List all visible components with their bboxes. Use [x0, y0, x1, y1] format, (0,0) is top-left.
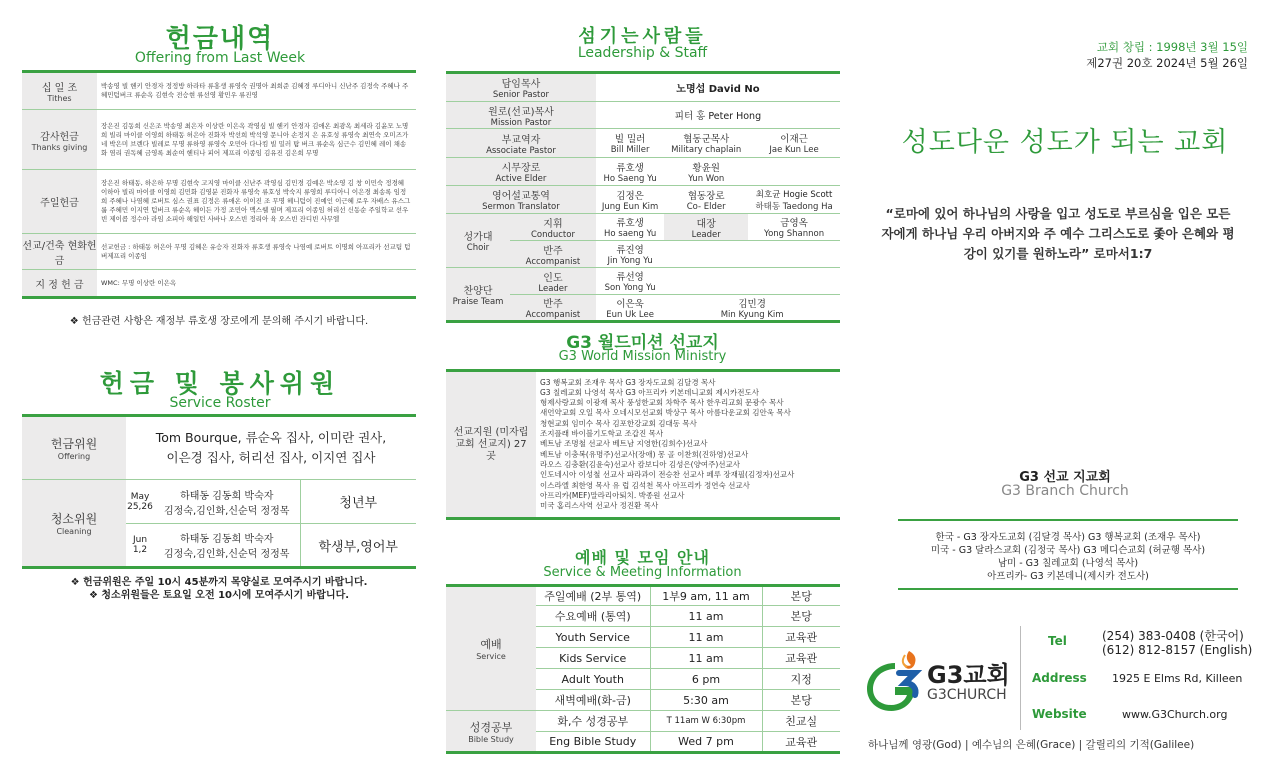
- offering-subtitle: Offering from Last Week: [134, 50, 306, 66]
- staff-name-en: 하태동 Taedong Ha: [755, 201, 833, 212]
- staff-name-en: Yong Shannon: [764, 229, 825, 239]
- staff-name-en: Eun Uk Lee: [606, 309, 654, 320]
- staff-label-en: Mission Pastor: [490, 117, 552, 128]
- staff-label: 반주: [543, 299, 563, 310]
- mission-item: 베트남 조명철 선교사 베트남 지영한(김희수)선교사: [540, 439, 708, 449]
- service-name: 주일예배 (2부 통역): [536, 586, 650, 606]
- church-logo: [865, 647, 1025, 711]
- staff-name-en: Yun Won: [688, 173, 725, 184]
- staff-name: 황윤원: [692, 162, 720, 174]
- staff-name-en: Ho Saeng Yu: [603, 173, 657, 184]
- founded-date: 교회 창립 : 1998년 3월 15일: [1096, 40, 1248, 54]
- service-name: 수요예배 (통역): [536, 606, 650, 627]
- services-table: [446, 584, 840, 754]
- offering-table: [22, 70, 416, 299]
- cleaning-date: May 25,26: [126, 480, 154, 524]
- offering-label-en: Thanks giving: [31, 142, 88, 152]
- roster-offering-label-en: Offering: [57, 452, 91, 461]
- roster-cleaning-label: 청소위원: [50, 512, 98, 526]
- service-name: Eng Bible Study: [536, 732, 650, 753]
- staff-name-en: Jae Kun Lee: [769, 145, 819, 155]
- staff-label-en: Sermon Translator: [482, 202, 560, 212]
- service-time: 11 am: [650, 606, 762, 627]
- staff-label-en: Active Elder: [495, 174, 547, 184]
- offering-title: 헌금내역: [165, 24, 275, 54]
- mission-item: 아프리카(MEF)말라리아퇴치. 박종원 선교사: [540, 490, 685, 500]
- service-place: 교육관: [762, 732, 840, 753]
- roster-offering-names: 이은경 집사, 허리선 집사, 이지연 집사: [166, 450, 376, 465]
- roster-title: 헌금 및 봉사위원: [99, 369, 341, 398]
- mission-subtitle: G3 World Mission Ministry: [558, 349, 727, 364]
- service-name: 화,수 성경공부: [536, 711, 650, 732]
- service-name: Kids Service: [536, 648, 650, 669]
- offering-label-en: Tithes: [47, 94, 72, 103]
- service-place: 친교실: [762, 711, 840, 732]
- services-title: 예배 및 모임 안내: [575, 548, 710, 567]
- service-time: 11 am: [650, 627, 762, 648]
- service-time: Wed 7 pm: [650, 732, 762, 753]
- staff-name: 류진영: [616, 245, 644, 256]
- staff-name: 이재근: [780, 134, 808, 145]
- service-time: 5:30 am: [650, 690, 762, 711]
- mission-item: 미국 홈리스사역 선교사 정진환 목사: [540, 501, 659, 511]
- service-time: 1부9 am, 11 am: [650, 586, 762, 606]
- staff-label: 대장: [696, 218, 716, 230]
- mission-table: [446, 369, 840, 520]
- staff-name-en: Min Kyung Kim: [720, 309, 784, 320]
- service-place: 교육관: [762, 627, 840, 648]
- staff-name-en: Jung Eun Kim: [601, 201, 659, 212]
- roster-offering-names: Tom Bourque, 류순옥 집사, 이미란 권사,: [155, 430, 387, 445]
- contact-divider: [1020, 626, 1021, 730]
- branch-list: [898, 519, 1238, 590]
- staff-name-en: Ho saeng Yu: [603, 229, 657, 239]
- staff-label-en: Praise Team: [452, 296, 504, 307]
- staff-name: 류호생: [616, 218, 644, 229]
- cleaning-names: 김정숙,김인화,신순덕 정정목: [164, 505, 290, 517]
- staff-label: 영어설교통역: [491, 191, 550, 202]
- branch-subtitle: G3 Branch Church: [1001, 483, 1129, 499]
- staff-name-en: Bill Miller: [610, 145, 650, 155]
- mission-item: 형제사랑교회 이광재 목사 풍성한교회 차학주 목사 한우리교회 문광수 목사: [540, 398, 784, 408]
- staff-label: 부교역자: [501, 134, 541, 146]
- service-label: 예배: [480, 638, 502, 651]
- staff-subtitle: Leadership & Staff: [577, 45, 708, 61]
- offering-names: 선교헌금 : 하태동 허은아 무명 김혜은 유승자 진화자 류호생 류영숙 나염예 로버트 이명희 아프리카 선교팀 텀버제프리 이종임: [97, 234, 416, 270]
- service-name: Adult Youth: [536, 669, 650, 690]
- mission-pastor-name: 피터 홍 Peter Hong: [596, 102, 840, 129]
- offering-label: 선교/건축 현화헌금: [22, 240, 97, 267]
- senior-pastor-name: 노명섭 David No: [596, 73, 840, 102]
- branch-title: G3 선교 지교회: [1019, 470, 1111, 485]
- mission-item: 라오스 김충환(김윤숙)선교사 캄보디아 김성은(양여주)선교사: [540, 459, 740, 469]
- bible-label: 성경공부: [469, 720, 513, 734]
- issue-info: 제27권 20호 2024년 5월 26일: [1086, 56, 1248, 70]
- staff-name: 금영옥: [780, 218, 808, 229]
- staff-name-en: Military chaplain: [671, 145, 742, 155]
- staff-name: 최호균 Hogie Scott: [755, 189, 833, 200]
- address-text: 1925 E Elms Rd, Killeen: [1112, 672, 1243, 685]
- cleaning-group: 학생부,영어부: [300, 524, 416, 568]
- services-subtitle: Service & Meeting Information: [543, 565, 742, 580]
- staff-name: 김민경: [738, 298, 766, 310]
- offering-names: 장은진 김동희 신은조 박송영 최은자 이상란 이은옥 곽영심 빌 헨키 안경자 김애온 최광옥 최세라 김윤모 노명희 빌리 마이클 이영희 하태동 허은아 진화자 박선희 박석영 문니아 손정지 은 유호성 류영숙 최연숙 오미즈가네 박은미 브렌다 빌레로 무명 류하영 류영숙 오민아 다나킴 빌 밀러 탐 버크 류순옥 심근수 김민혜 레이 채송화 염리 권독혜 금영록 최순여 헨티나 피어 제프리 이종임 김유진 김은희 무명: [97, 110, 416, 170]
- roster-note-2: ❖ 청소위원들은 토요일 오전 10시에 모여주시기 바랍니다.: [88, 590, 350, 601]
- staff-label-en: Choir: [466, 243, 490, 253]
- church-slogan: 하나님께 영광(God) | 예수님의 은혜(Grace) | 갈릴리의 기적(Galilee): [868, 739, 1195, 751]
- service-place: 교육관: [762, 648, 840, 669]
- mission-item: 청현교회 임미수 목사 김포한강교회 김대동 목사: [540, 418, 697, 428]
- service-name: Youth Service: [536, 627, 650, 648]
- offering-names: 박송영 빌 헨키 안경자 정정방 하라타 류홍생 류영숙 권명아 최희준 김혜경 루디아니 신난주 김정숙 주혜나 주혜민텀버크 류순옥 김현숙 전승현 류선영 황민우 류진영: [97, 72, 416, 110]
- address-label: Address: [1032, 671, 1087, 685]
- offering-note: ❖ 헌금관련 사항은 재정부 류호생 장로에게 문의해 주시기 바랍니다.: [69, 316, 369, 327]
- staff-label-en: Senior Pastor: [492, 90, 550, 100]
- church-motto: 성도다운 성도가 되는 교회: [901, 127, 1229, 158]
- staff-label: 담임목사: [501, 79, 541, 90]
- staff-name: 류호생: [616, 162, 644, 174]
- staff-label: 반주: [543, 245, 563, 257]
- offering-label: 십 일 조: [41, 83, 78, 94]
- offering-label: 감사헌금: [40, 131, 79, 143]
- roster-offering-label: 헌금위원: [50, 437, 98, 451]
- cleaning-names: 하태동 김동희 박숙자: [180, 490, 274, 502]
- staff-label-en: Accompanist: [525, 310, 581, 320]
- service-place: 본당: [762, 690, 840, 711]
- offering-names: WMC: 무명 이상란 이은옥: [97, 270, 416, 298]
- staff-label-en: Leader: [691, 229, 721, 240]
- staff-label: 찬양단: [463, 285, 493, 297]
- tel-korean[interactable]: (254) 383-0408 (한국어): [1102, 629, 1244, 643]
- mission-item: G3 칠레교회 나영석 목사 G3 아프리카 키본데니교회 제시카전도사: [540, 387, 759, 397]
- service-time: 6 pm: [650, 669, 762, 690]
- offering-label: 지 정 헌 금: [35, 279, 84, 291]
- logo-text-en: G3CHURCH: [927, 687, 1007, 703]
- staff-label: 성가대: [463, 232, 493, 243]
- service-time: T 11am W 6:30pm: [650, 711, 762, 732]
- mission-item: 새언약교회 오일 목사 오네시모선교회 박상구 목사 아름다운교회 김안욱 목사: [540, 408, 791, 418]
- staff-label: 시무장로: [501, 163, 541, 174]
- roster-note-1: ❖ 헌금위원은 주일 10시 45분까지 목양실로 모여주시기 바랍니다.: [70, 577, 368, 588]
- staff-name-en: Jin Yong Yu: [607, 256, 653, 266]
- bible-verse: “로마에 있어 하나님의 사랑을 입고 성도로 부르심을 입은 모든 자에게 하나님 우리 아버지와 주 예수 그리스도로 좇아 은혜와 평강이 있기를 원하노라” 로마서1:7: [881, 206, 1235, 261]
- staff-name: 김정은: [616, 190, 644, 202]
- website-link[interactable]: www.G3Church.org: [1122, 708, 1228, 721]
- roster-subtitle: Service Roster: [169, 395, 271, 411]
- mission-item: 이스라엘 최한영 목사 유 럽 김석천 목사 아프리카 정연숙 선교사: [540, 480, 750, 490]
- offering-label: 주일헌금: [40, 198, 79, 209]
- staff-title: 섬기는사람들: [578, 26, 707, 47]
- staff-name: 류선영: [616, 272, 644, 283]
- staff-name: 협동군목사: [683, 134, 730, 145]
- branch-item: 남미 - G3 칠레교회 (나영석 목사): [997, 558, 1139, 569]
- service-time: 11 am: [650, 648, 762, 669]
- branch-item: 한국 - G3 장자도교회 (김달경 목사) G3 행복교회 (조재우 목사): [935, 532, 1201, 543]
- tel-english[interactable]: (612) 812-8157 (English): [1102, 643, 1253, 657]
- mission-item: 베트남 이충복(유명주)선교사(장애) 몽 골 이찬희(진하영)선교사: [540, 449, 749, 459]
- roster-table: [22, 414, 416, 569]
- service-place: 본당: [762, 606, 840, 627]
- staff-table: [446, 71, 840, 323]
- service-place: 지정: [762, 669, 840, 690]
- mission-label: 선교지원 (미자립 교회 선교지) 27곳: [446, 371, 536, 519]
- staff-label-en: Accompanist: [525, 256, 581, 267]
- cleaning-names: 하태동 김동희 박숙자: [180, 534, 274, 545]
- service-name: 새벽예배(화-금): [536, 690, 650, 711]
- staff-label: 인도: [543, 272, 563, 284]
- staff-name: 빌 밀러: [614, 134, 646, 145]
- roster-cleaning-label-en: Cleaning: [56, 527, 92, 536]
- staff-label-en: Conductor: [530, 229, 575, 240]
- mission-title: G3 월드미션 선교지: [566, 333, 719, 353]
- branch-item: 아프리카- G3 키본데니(제시카 전도사): [987, 571, 1149, 582]
- logo-text-ko: G3교회: [927, 661, 1010, 689]
- tel-label: Tel: [1048, 634, 1067, 648]
- staff-name: 협동장로: [687, 190, 725, 202]
- service-label-en: Service: [476, 652, 506, 661]
- cleaning-group: 청년부: [300, 480, 416, 524]
- staff-name-en: Co- Elder: [686, 201, 726, 212]
- staff-label-en: Associate Pastor: [486, 145, 556, 156]
- g3-logo-icon: [865, 647, 923, 711]
- cleaning-names: 김정숙,김인화,신순덕 정정목: [164, 549, 290, 560]
- mission-item: G3 행복교회 조재우 목사 G3 장자도교회 김달경 목사: [540, 377, 716, 387]
- branch-item: 미국 - G3 달라스교회 (김정국 목사) G3 메디슨교회 (허균행 목사): [930, 545, 1206, 556]
- offering-names: 장은진 하태동, 하은하 무명 김현숙 고지영 마이클 신난주 곽영심 김민경 김예은 박소영 김 창 이민숙 정경혜 이하아 빌리 마이클 이영희 김민화 김영분 진화자 류영숙 류호성 박숙지 류영희 루디아니 이은경 최송록 임정희 주혜나 나염혜 로버트 심스 권표 김정은 류애온 이이진 조 무명 헤니텀이 진예인 이근혜 로우 자배스 유스그룹 주혜민 이지연 텀버크 류순옥 헤이든 가정 조민아 맥스웰 필며 제프리 이종임 허리선 신동순 주일학교 선우빈 제이콥 정수아 라임 소피아 해일턴 사바나 오스빈 정리아 육 오스빈 잔디빈 사무엘: [97, 170, 416, 234]
- service-place: 본당: [762, 586, 840, 606]
- mission-item: 인도네시아 이성철 선교사 파라과이 전승찬 선교사 페루 장재필(김정자)선교사: [540, 470, 795, 480]
- staff-label: 원로(선교)목사: [488, 106, 554, 118]
- staff-label-en: Leader: [538, 283, 568, 294]
- mission-item: 조지플래 바이블기도학교 조갑진 목사: [540, 429, 664, 439]
- staff-label: 지휘: [543, 218, 563, 230]
- cleaning-date: Jun 1,2: [126, 524, 154, 568]
- staff-name-en: Son Yong Yu: [604, 283, 656, 293]
- staff-name: 이은욱: [616, 298, 644, 310]
- bible-label-en: Bible Study: [468, 734, 514, 744]
- website-label: Website: [1032, 707, 1087, 721]
